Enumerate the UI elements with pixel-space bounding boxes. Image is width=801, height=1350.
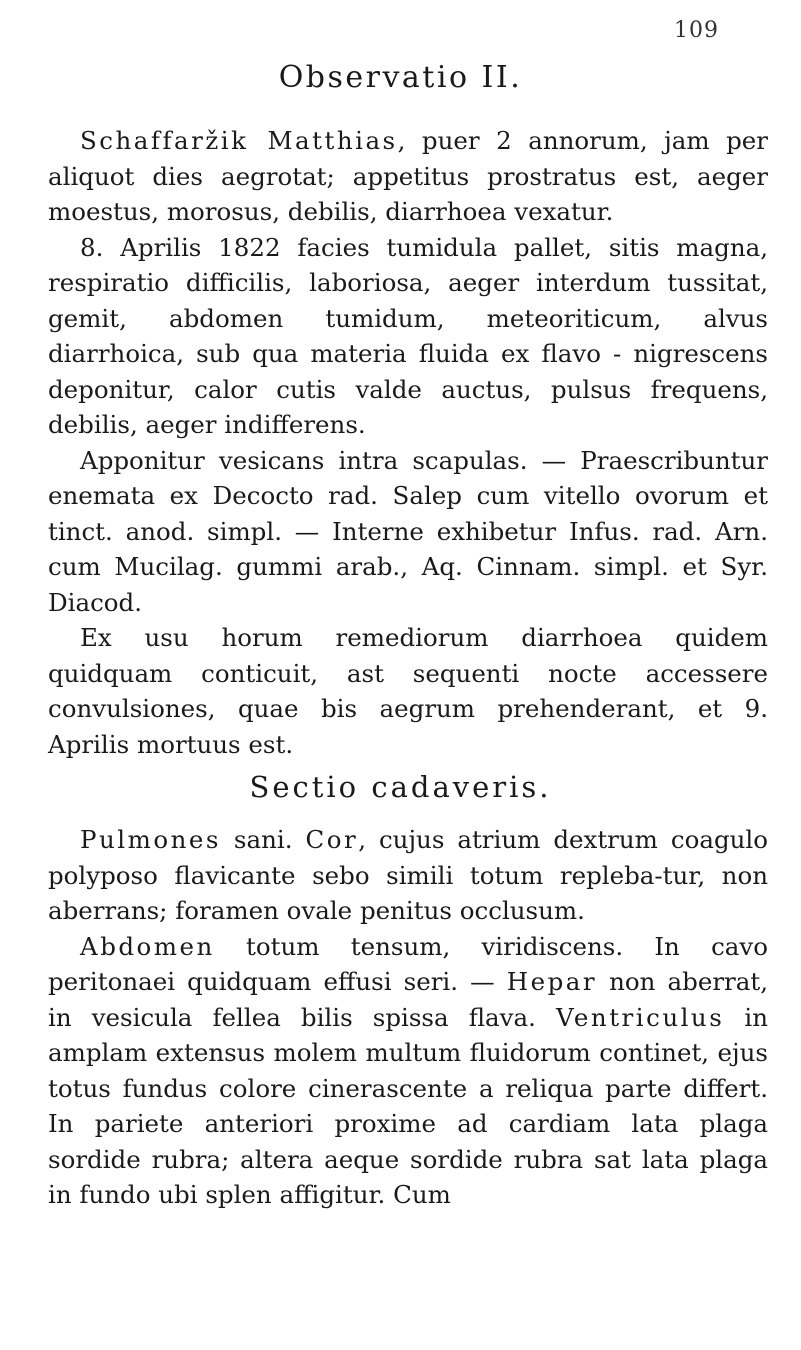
label-ventriculus: Ventriculus xyxy=(555,1002,725,1032)
observation-heading: Observatio II. xyxy=(278,60,523,95)
text-pulmones: sani. xyxy=(220,825,306,854)
paragraph-patient-text: , puer 2 annorum, jam per aliquot dies aegrotat; appetitus prostratus est, aeger moestus, morosus, debilis, diarrhoea vexatur. xyxy=(48,126,768,226)
text-ventriculus: in amplam extensus molem multum fluidorum continet, ejus totus fundus colore cinerascente a reliqua parte differt. In pariete anteriori proxime ad cardiam lata plaga sordide rubra; altera aeque sordide rubra sat lata plaga in fundo ubi splen affigitur. Cum xyxy=(48,1002,769,1209)
paragraph-autopsy-abdomen xyxy=(48,929,768,1213)
paragraph-treatment: Apponitur vesicans intra scapulas. — Praescribuntur enemata ex Decocto rad. Salep cum vitello ovorum et tinct. anod. simpl. — Interne exhibetur Infus. rad. Arn. cum Mucilag. gummi arab., Aq. Cinnam. simpl. et Syr. Diacod. xyxy=(48,445,768,617)
section-heading: Sectio cadaveris. xyxy=(249,770,552,804)
page-number: 109 xyxy=(674,18,719,43)
label-abdomen: Abdomen xyxy=(80,931,215,961)
paragraph-autopsy-chest xyxy=(48,822,768,929)
paragraph-patient xyxy=(48,123,768,230)
paragraph-outcome: Ex usu horum remediorum diarrhoea quidem quidquam conticuit, ast sequenti nocte accessere convulsiones, quae bis aegrum prehenderant, et 9. Aprilis mortuus est. xyxy=(48,623,768,759)
paragraph-symptoms: 8. Aprilis 1822 facies tumidula pallet, sitis magna, respiratio difficilis, laboriosa, aeger interdum tussitat, gemit, abdomen tumidum, meteoriticum, alvus diarrhoica, sub qua materia fluida ex flavo - nigrescens deponitur, calor cutis valde auctus, pulsus frequens, debilis, aeger indifferens. xyxy=(48,232,768,439)
case-description xyxy=(48,123,768,762)
text-hepar: non aberrat, in vesicula fellea bilis spissa flava. xyxy=(48,967,768,1032)
text-abdomen: totum tensum, viridiscens. In cavo peritonaei quidquam effusi seri. — xyxy=(48,931,768,996)
label-cor: Cor xyxy=(305,825,359,854)
text-cor: , cujus atrium dextrum coagulo polyposo flavicante sebo simili totum repleba-tur, non aberrans; foramen ovale penitus occlusum. xyxy=(48,825,768,925)
label-pulmones: Pulmones xyxy=(80,825,221,854)
autopsy-section xyxy=(48,822,768,1213)
label-hepar: Hepar xyxy=(506,967,598,996)
patient-name: Schaffaržik Matthias xyxy=(80,126,398,155)
